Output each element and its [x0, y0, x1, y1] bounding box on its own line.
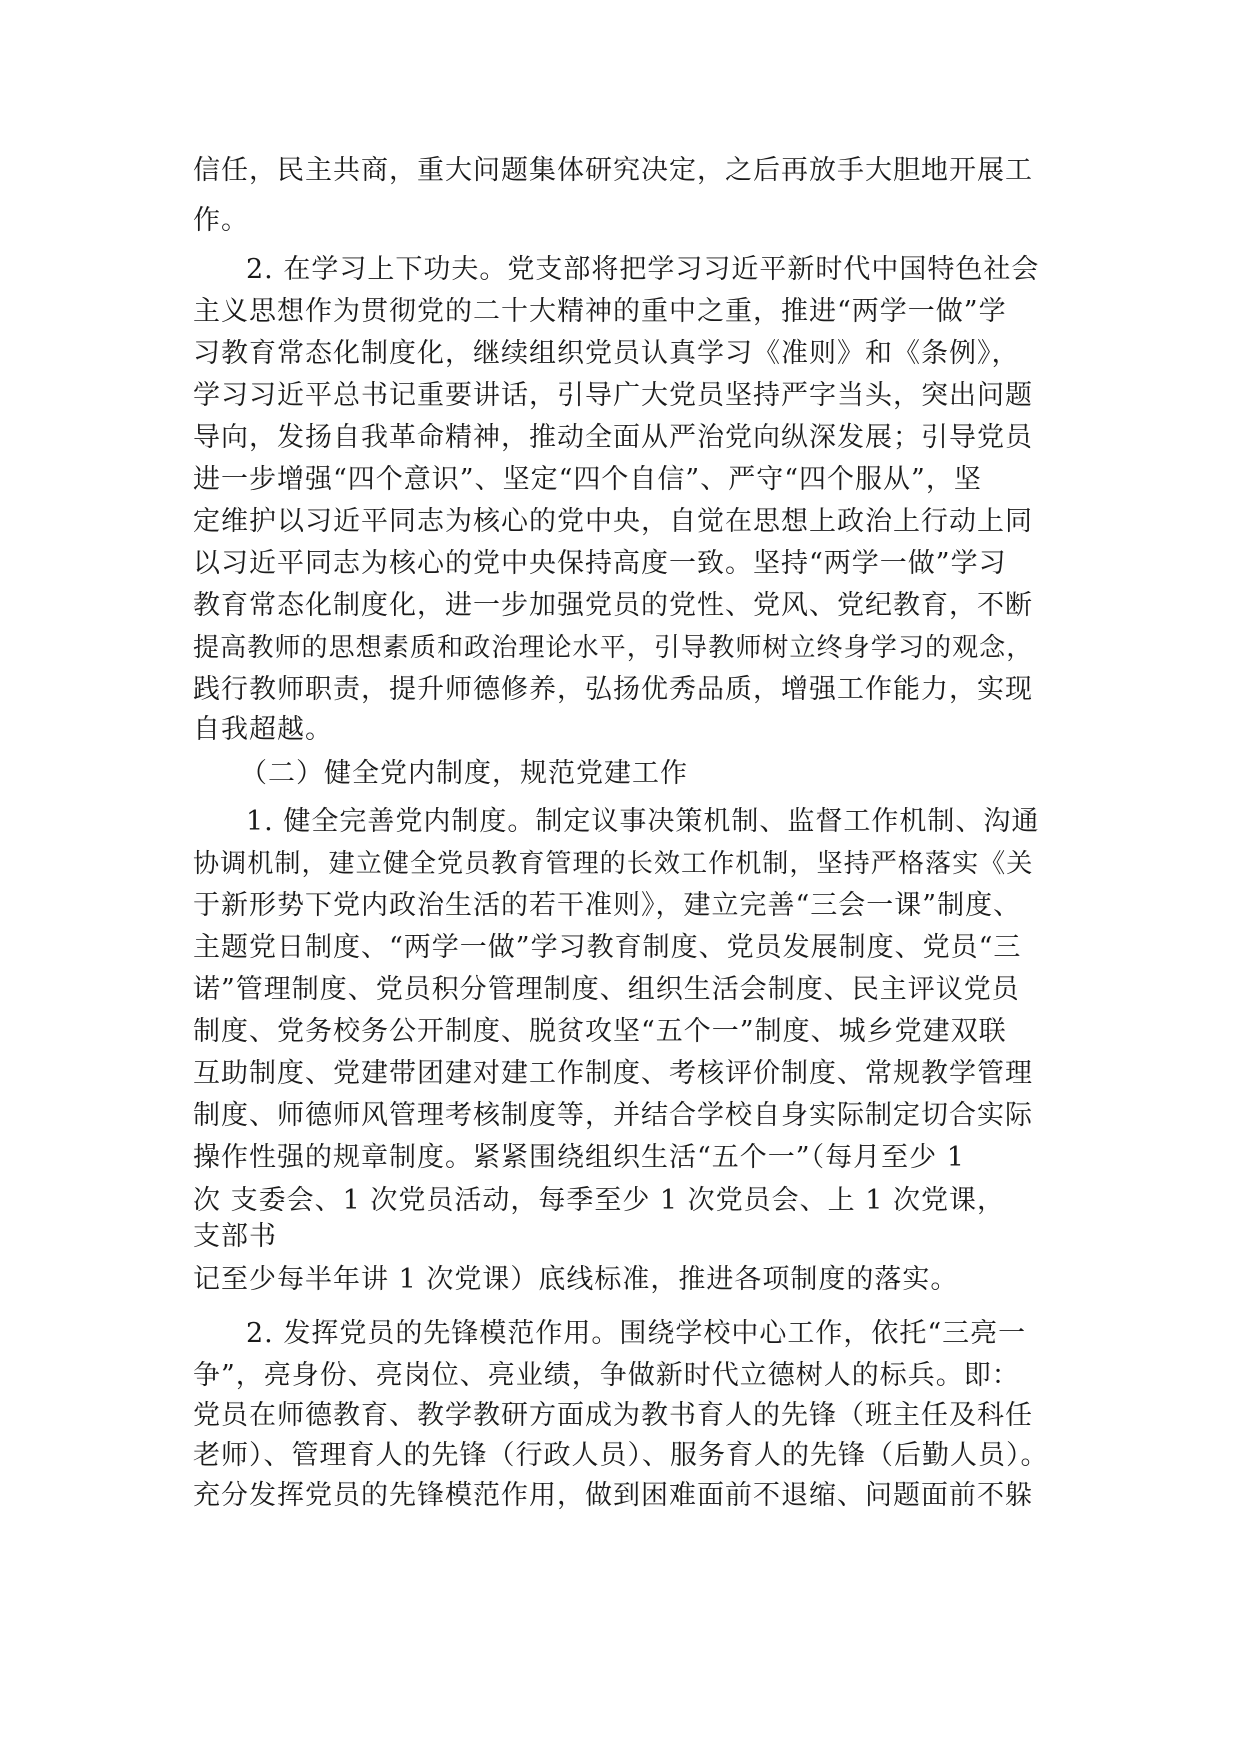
body-text-line: 协调机制，建立健全党员教育管理的长效工作机制，坚持严格落实《关	[193, 849, 1034, 879]
body-text-line: 导向，发扬自我革命精神，推动全面从严治党向纵深发展；引导党员	[193, 422, 1033, 453]
body-text-line: 次 支委会、1 次党员活动，每季至少 1 次党员会、上 1 次党课，	[193, 1185, 1006, 1216]
body-text-line: 互助制度、党建带团建对建工作制度、考核评价制度、常规教学管理	[193, 1058, 1033, 1089]
body-text-line: 主义思想作为贯彻党的二十大精神的重中之重，推进“两学一做”学	[193, 296, 1007, 327]
body-text-line: 自我超越。	[193, 714, 333, 745]
body-text-line: 操作性强的规章制度。紧紧围绕组织生活“五个一”（每月至少 1	[193, 1142, 965, 1173]
body-text-line: 习教育常态化制度化，继续组织党员认真学习《准则》和《条例》，	[193, 338, 1020, 369]
body-text-line: 提高教师的思想素质和政治理论水平，引导教师树立终身学习的观念，	[193, 633, 1034, 663]
body-text-line: 学习习近平总书记重要讲话，引导广大党员坚持严字当头，突出问题	[193, 380, 1033, 411]
body-text-line: 老师）、管理育人的先锋（行政人员）、服务育人的先锋（后勤人员）。	[193, 1440, 1049, 1471]
paragraph-first-line: 2. 在学习上下功夫。党支部将把学习习近平新时代中国特色社会	[246, 254, 1040, 285]
body-text-line: 制度、师德师风管理考核制度等，并结合学校自身实际制定切合实际	[193, 1100, 1033, 1131]
body-text-line: 于新形势下党内政治生活的若干准则》，建立完善“三会一课”制度、	[193, 890, 1022, 921]
body-text-line: 以习近平同志为核心的党中央保持高度一致。坚持“两学一做”学习	[193, 548, 1007, 579]
body-text-line: 主题党日制度、“两学一做”学习教育制度、党员发展制度、党员“三	[193, 932, 1022, 963]
body-text-line: 制度、党务校务公开制度、脱贫攻坚“五个一”制度、城乡党建双联	[193, 1016, 1007, 1047]
body-text-line: 作。	[193, 205, 249, 236]
paragraph-first-line: 1. 健全完善党内制度。制定议事决策机制、监督工作机制、沟通	[246, 806, 1040, 837]
body-text-line: 进一步增强“四个意识”、坚定“四个自信”、严守“四个服从”，坚	[193, 464, 982, 495]
paragraph-first-line: 2. 发挥党员的先锋模范作用。围绕学校中心工作，依托“三亮一	[246, 1318, 1027, 1349]
body-text-line: 定维护以习近平同志为核心的党中央，自觉在思想上政治上行动上同	[193, 506, 1033, 537]
body-text-line: 充分发挥党员的先锋模范作用，做到困难面前不退缩、问题面前不躲	[193, 1480, 1033, 1511]
body-text-line: 教育常态化制度化，进一步加强党员的党性、党风、党纪教育，不断	[193, 590, 1033, 621]
body-text-line: 记至少每半年讲 1 次党课）底线标准，推进各项制度的落实。	[193, 1264, 959, 1295]
section-heading: （二）健全党内制度，规范党建工作	[240, 758, 688, 789]
body-text-line: 践行教师职责，提升师德修养，弘扬优秀品质，增强工作能力，实现	[193, 674, 1033, 705]
body-text-line: 党员在师德教育、教学教研方面成为教书育人的先锋（班主任及科任	[193, 1400, 1033, 1431]
body-text-line: 信任，民主共商，重大问题集体研究决定，之后再放手大胆地开展工	[193, 155, 1033, 186]
body-text-line: 诺”管理制度、党员积分管理制度、组织生活会制度、民主评议党员	[193, 974, 1020, 1005]
body-text-line: 支部书	[193, 1221, 277, 1252]
body-text-line: 争”，亮身份、亮岗位、亮业绩，争做新时代立德树人的标兵。即：	[193, 1360, 1020, 1391]
